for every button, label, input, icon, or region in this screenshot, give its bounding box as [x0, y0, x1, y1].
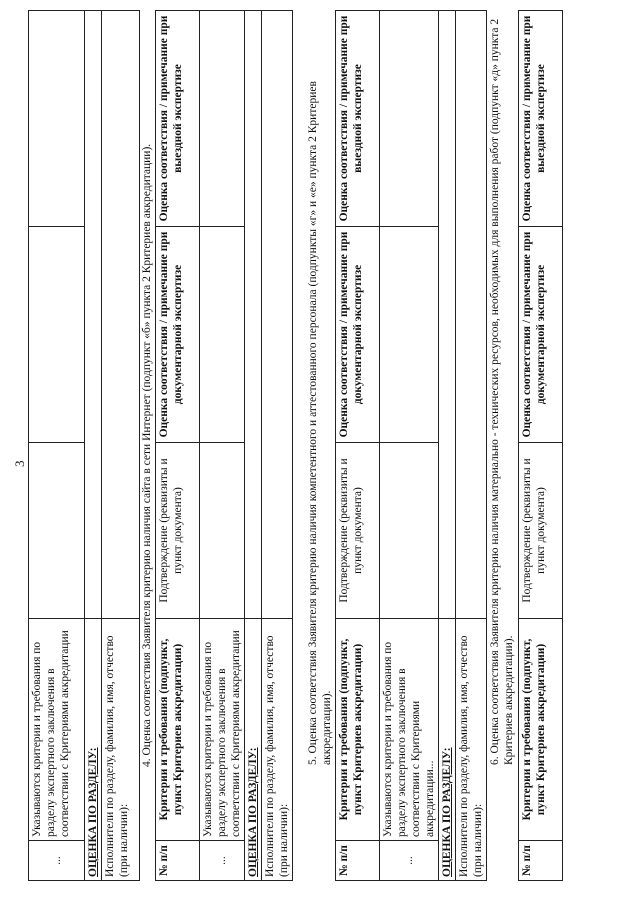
row-number: ... [200, 841, 245, 881]
table-row [29, 11, 85, 881]
table-row [439, 11, 456, 881]
header-criteria: Критерии и требования (подпункт, пункт Критериев аккредитации) [156, 619, 200, 841]
executors-value [262, 11, 293, 619]
doc-cell [29, 227, 85, 443]
header-num: № п/п [336, 841, 380, 881]
executors-label: Исполнители по разделу, фамилия, имя, отчество (при наличии): [456, 619, 487, 881]
table-row [456, 11, 487, 881]
header-confirm: Подтверждение (реквизиты и пункт документа) [156, 443, 200, 619]
doc-cell [200, 227, 245, 443]
header-num: № п/п [519, 841, 563, 881]
table-section-4 [155, 10, 293, 881]
section-score-value [85, 11, 102, 619]
visit-cell [29, 11, 85, 227]
visit-cell [200, 11, 245, 227]
criteria-cell: Указываются критерии и требования по разделу экспертного заключения в соответствии с Критериями аккредитации [200, 619, 245, 841]
table-row [245, 11, 262, 881]
executors-label: Исполнители по разделу, фамилия, имя, отчество (при наличии): [262, 619, 293, 881]
header-doc: Оценка соответствия / примечание при документарной экспертизе [519, 227, 563, 443]
table-continuation [28, 10, 140, 881]
table-row [200, 11, 245, 881]
section-6-title: 6. Оценка соответствия Заявителя критерию наличия материально - технических ресурсов, необходимых для выполнения работ (подпункт «д» пункта 2 Критериев аккредитации). [489, 18, 515, 765]
section-score-label: ОЦЕНКА ПО РАЗДЕЛУ: [439, 619, 456, 881]
header-doc: Оценка соответствия / примечание при документарной экспертизе [336, 227, 380, 443]
executors-value [102, 11, 140, 619]
table-row [85, 11, 102, 881]
criteria-cell: Указываются критерии и требования по разделу экспертного заключения в соответствии с Критериями аккредитации [29, 619, 85, 841]
header-num: № п/п [156, 841, 200, 881]
table-header-row [519, 11, 563, 881]
doc-cell [380, 227, 439, 443]
executors-value [456, 11, 487, 619]
section-score-label: ОЦЕНКА ПО РАЗДЕЛУ: [245, 619, 262, 881]
row-number: ... [29, 841, 85, 881]
header-doc: Оценка соответствия / примечание при документарной экспертизе [156, 227, 200, 443]
section-score-value [245, 11, 262, 619]
header-criteria: Критерии и требования (подпункт, пункт Критериев аккредитации) [336, 619, 380, 841]
header-confirm: Подтверждение (реквизиты и пункт документа) [336, 443, 380, 619]
table-row [380, 11, 439, 881]
table-section-6 [518, 10, 563, 881]
table-header-row [156, 11, 200, 881]
header-visit: Оценка соответствия / примечание при выездной экспертизе [336, 11, 380, 227]
table-row [102, 11, 140, 881]
confirm-cell [29, 443, 85, 619]
confirm-cell [380, 443, 439, 619]
criteria-cell: Указываются критерии и требования по разделу экспертного заключения в соответствии с Критериями аккредитации... [380, 619, 439, 841]
section-score-label: ОЦЕНКА ПО РАЗДЕЛУ: [85, 619, 102, 881]
header-criteria: Критерии и требования (подпункт, пункт Критериев аккредитации) [519, 619, 563, 841]
section-5-title: 5. Оценка соответствия Заявителя критерию наличия компетентного и аттестованного персонала (подпункты «г» и «е» пункта 2 Критериев аккредитации). [307, 81, 333, 765]
section-score-value [439, 11, 456, 619]
confirm-cell [200, 443, 245, 619]
row-number: ... [380, 841, 439, 881]
executors-label: Исполнители по разделу, фамилия, имя, отчество (при наличии): [102, 619, 140, 881]
table-header-row [336, 11, 380, 881]
header-confirm: Подтверждение (реквизиты и пункт документа) [519, 443, 563, 619]
table-row [262, 11, 293, 881]
header-visit: Оценка соответствия / примечание при выездной экспертизе [156, 11, 200, 227]
table-section-5 [335, 10, 487, 881]
page-number: 3 [12, 460, 27, 467]
header-visit: Оценка соответствия / примечание при выездной экспертизе [519, 11, 563, 227]
visit-cell [380, 11, 439, 227]
section-4-title: 4. Оценка соответствия Заявителя критерию наличия сайта в сети Интернет (подпункт «б» пункта 2 Критериев аккредитации). [141, 143, 153, 767]
